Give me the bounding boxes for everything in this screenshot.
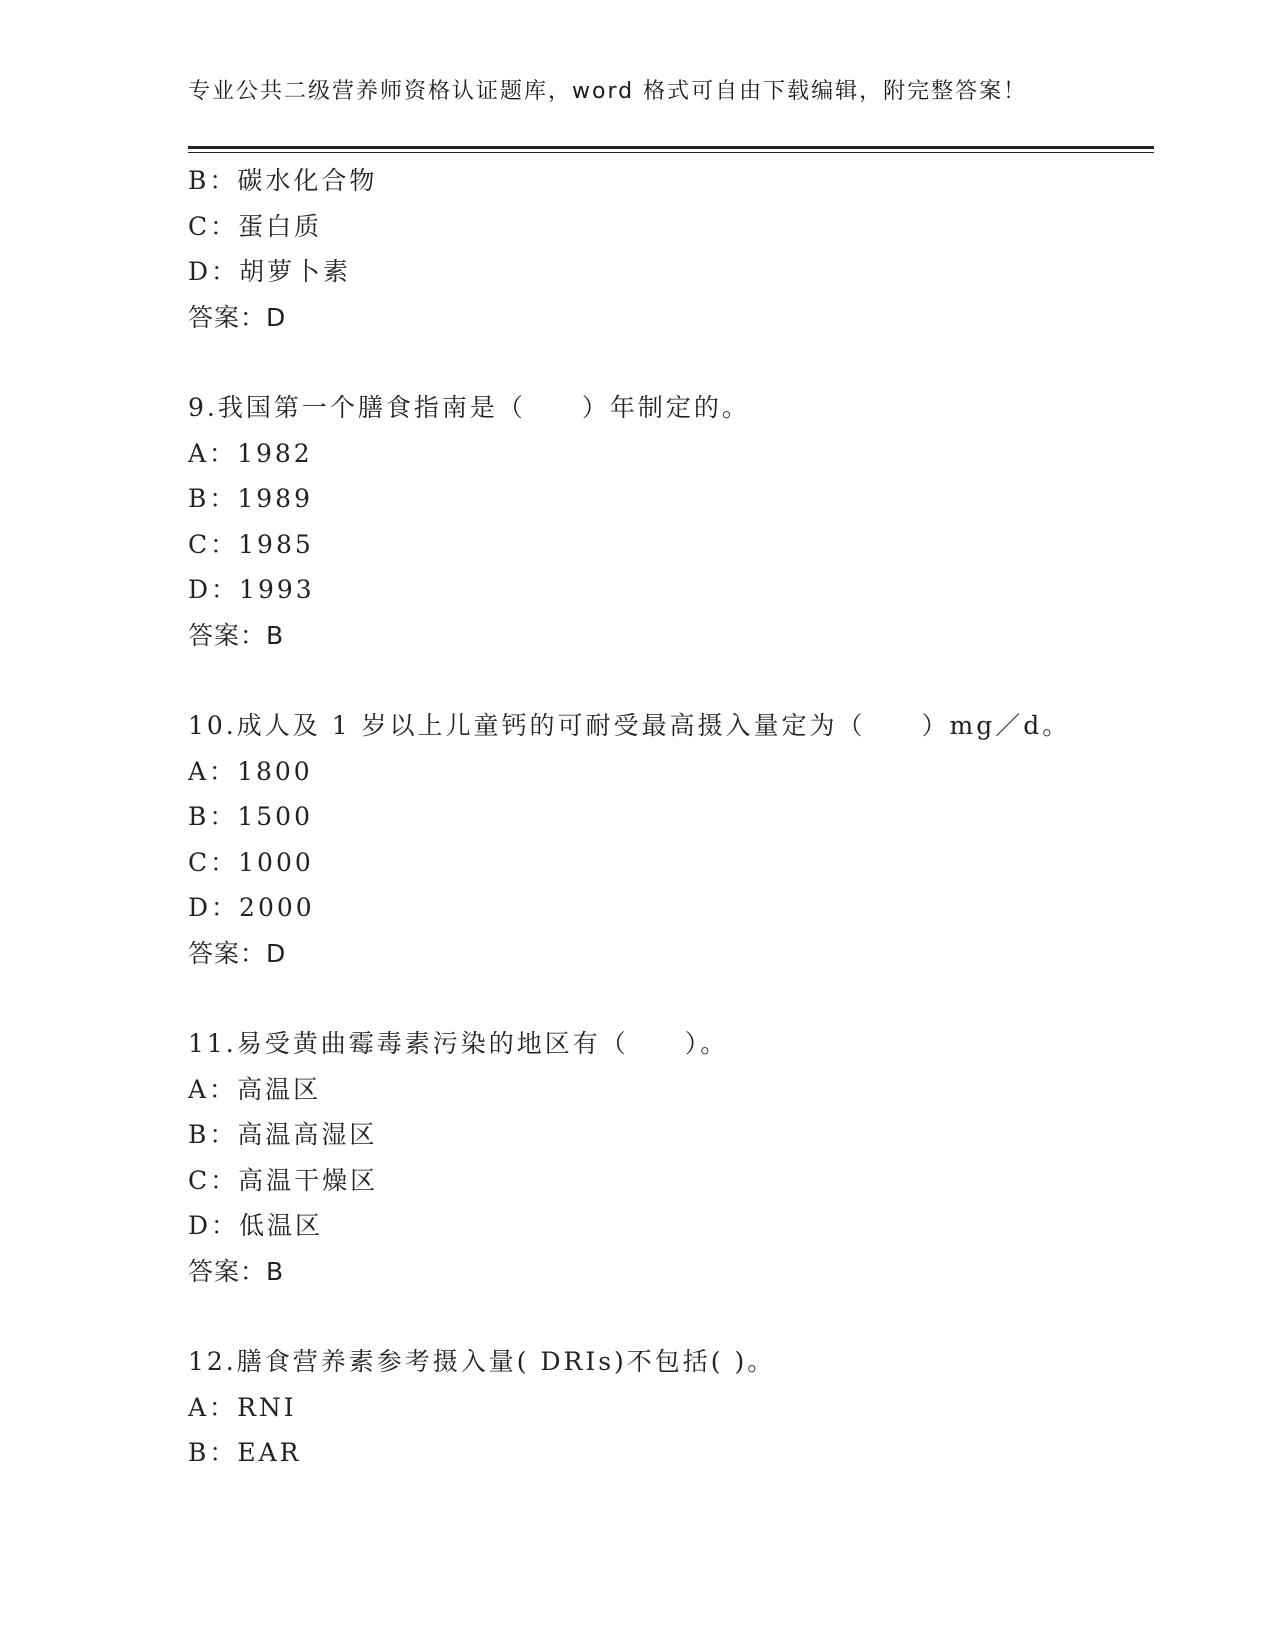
option-a	[188, 749, 1154, 795]
option-label: A：	[188, 1392, 238, 1422]
option-text: 1982	[237, 438, 313, 468]
option-c	[188, 522, 1154, 568]
answer-line: 答案：D	[188, 302, 287, 332]
option-label: C：	[188, 847, 239, 877]
option-text: 1000	[238, 847, 314, 877]
option-a	[188, 1067, 1154, 1113]
question-8-continued	[188, 158, 1154, 340]
option-d	[188, 885, 1154, 931]
question-stem: 10.成人及 1 岁以上儿童钙的可耐受最高摄入量定为（ ）mg／d。	[188, 711, 1071, 740]
question-10	[188, 703, 1154, 976]
option-text: 1993	[239, 575, 315, 604]
option-text: 高温区	[237, 1074, 322, 1104]
option-label: C：	[188, 211, 239, 241]
option-text: 低温区	[239, 1211, 324, 1240]
answer-line: 答案：D	[188, 938, 287, 968]
option-text: 高温干燥区	[238, 1165, 379, 1195]
option-d	[188, 567, 1154, 613]
question-9	[188, 385, 1154, 658]
option-label: B：	[188, 484, 238, 513]
option-label: D：	[188, 257, 240, 286]
question-12	[188, 1339, 1154, 1476]
option-text: 2000	[239, 893, 315, 922]
question-11	[188, 1021, 1154, 1294]
page-header: 专业公共二级营养师资格认证题库，word 格式可自由下载编辑，附完整答案！	[188, 79, 1028, 104]
option-label: D：	[188, 575, 240, 604]
option-b	[188, 158, 1154, 204]
option-label: C：	[188, 1165, 239, 1195]
option-b	[188, 1430, 1154, 1476]
question-stem: 12.膳食营养素参考摄入量( DRIs)不包括( )。	[188, 1347, 776, 1376]
option-label: B：	[188, 166, 238, 195]
option-a	[188, 1385, 1154, 1431]
option-text: 1800	[237, 756, 313, 786]
question-content	[188, 158, 1154, 1476]
option-text: 1500	[237, 802, 313, 831]
option-d	[188, 1203, 1154, 1249]
question-stem: 11.易受黄曲霉毒素污染的地区有（ ）。	[188, 1029, 729, 1058]
option-d	[188, 249, 1154, 295]
answer-line: 答案：B	[188, 620, 285, 650]
option-c	[188, 204, 1154, 250]
option-label: A：	[188, 438, 238, 468]
option-c	[188, 840, 1154, 886]
option-text: 蛋白质	[238, 211, 323, 241]
option-text: 碳水化合物	[237, 166, 378, 195]
option-text: 1985	[238, 529, 314, 559]
option-c	[188, 1158, 1154, 1204]
option-a	[188, 431, 1154, 477]
option-b	[188, 476, 1154, 522]
option-label: B：	[188, 1120, 238, 1149]
option-b	[188, 794, 1154, 840]
answer-line: 答案：B	[188, 1256, 285, 1286]
option-text: 高温高湿区	[237, 1120, 378, 1149]
option-text: EAR	[237, 1438, 302, 1467]
option-label: A：	[188, 1074, 238, 1104]
option-text: RNI	[237, 1392, 297, 1422]
option-label: D：	[188, 893, 240, 922]
option-text: 胡萝卜素	[239, 257, 352, 286]
option-b	[188, 1112, 1154, 1158]
option-label: B：	[188, 1438, 238, 1467]
option-label: C：	[188, 529, 239, 559]
option-label: D：	[188, 1211, 240, 1240]
question-stem: 9.我国第一个膳食指南是（ ）年制定的。	[188, 393, 750, 422]
option-text: 1989	[237, 484, 313, 513]
header-divider	[188, 146, 1154, 153]
option-label: A：	[188, 756, 238, 786]
option-label: B：	[188, 802, 238, 831]
